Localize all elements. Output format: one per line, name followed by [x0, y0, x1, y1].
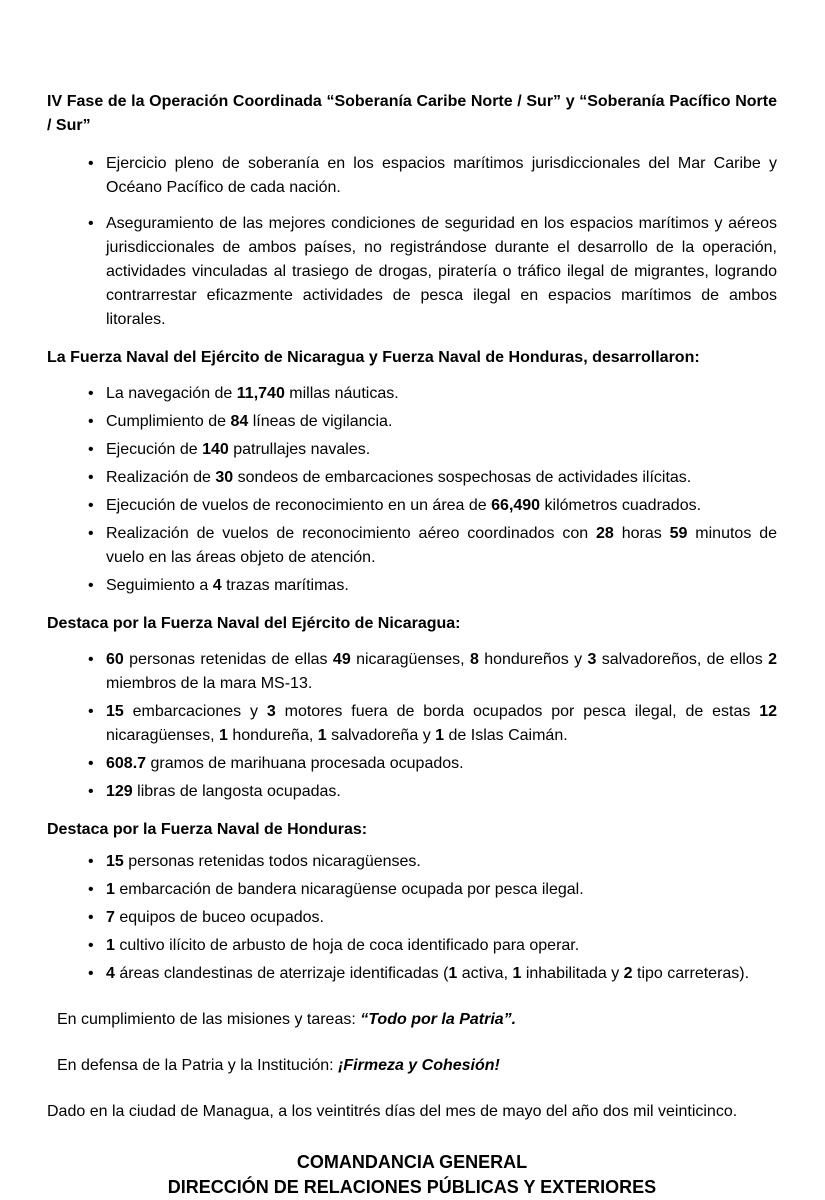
text-run: Cumplimiento de	[106, 413, 231, 430]
text-run: Seguimiento a	[106, 577, 213, 594]
text-run: 1	[106, 881, 115, 898]
text-run: de Islas Caimán.	[444, 727, 568, 744]
text-run: 3	[587, 651, 597, 668]
text-run: personas retenidas de ellas	[123, 651, 333, 668]
section-heading-honduras: Destaca por la Fuerza Naval de Honduras:	[47, 821, 368, 838]
document-footer	[47, 1150, 777, 1200]
text-run: nicaragüenses,	[350, 651, 470, 668]
bullet-item	[47, 574, 777, 598]
text-run: millas náuticas.	[284, 385, 399, 402]
text-run: embarcación de bandera nicaragüense ocupada por pesca ilegal.	[114, 881, 584, 898]
text-run: hondureña,	[227, 727, 318, 744]
text-run: áreas clandestinas de aterrizaje identificadas (	[114, 965, 449, 982]
bullet-item	[47, 850, 777, 874]
text-run: cultivo ilícito de arbusto de hoja de coca identificado para operar.	[114, 937, 580, 954]
closing-dateline-paragraph	[47, 1100, 777, 1124]
text-run: 2	[768, 651, 778, 668]
text-run: 1	[448, 965, 458, 982]
bullet-item	[47, 780, 777, 804]
bullet-item	[47, 152, 777, 200]
text-run: líneas de vigilancia.	[248, 413, 393, 430]
text-run: 3	[266, 703, 276, 720]
text-run: trazas marítimas.	[221, 577, 349, 594]
text-run: En defensa de la Patria y la Institución:	[57, 1057, 339, 1074]
text-run: 140	[202, 441, 229, 458]
text-run: equipos de buceo ocupados.	[114, 909, 324, 926]
text-run: 15	[106, 703, 124, 720]
text-run: 4	[106, 965, 115, 982]
text-run: 30	[215, 469, 234, 486]
bullet-item	[47, 466, 777, 490]
text-run: 7	[106, 909, 115, 926]
section-heading-nicaragua: Destaca por la Fuerza Naval del Ejército de Nicaragua:	[47, 615, 461, 632]
text-run: horas	[613, 525, 670, 542]
bullet-item	[47, 212, 777, 332]
text-run: 4	[212, 577, 222, 594]
text-run: 49	[332, 651, 351, 668]
text-run: tipo carreteras).	[632, 965, 750, 982]
text-run: inhabilitada y	[521, 965, 624, 982]
text-run: 2	[623, 965, 633, 982]
text-run: 1	[106, 937, 115, 954]
text-run: Ejecución de	[106, 441, 203, 458]
text-run: Ejecución de vuelos de reconocimiento en un área de	[106, 497, 492, 514]
bullet-item	[47, 648, 777, 696]
text-run: motores fuera de borda ocupados por pesca ilegal, de estas	[275, 703, 760, 720]
text-run: gramos de marihuana procesada ocupados.	[146, 755, 464, 772]
document-title: IV Fase de la Operación Coordinada “Soberanía Caribe Norte / Sur” y “Soberanía Pacífico Norte / Sur”	[47, 93, 777, 134]
text-run: 8	[469, 651, 479, 668]
bullet-item	[47, 522, 777, 570]
text-run: Realización de	[106, 469, 216, 486]
text-run: En cumplimiento de las misiones y tareas:	[57, 1011, 361, 1028]
bullet-item	[47, 700, 777, 748]
bullet-item	[47, 410, 777, 434]
text-run: miembros de la mara MS-13.	[106, 675, 313, 692]
text-run: 608.7	[106, 755, 147, 772]
bullet-item	[47, 934, 777, 958]
developed-bullet-list	[47, 382, 777, 598]
bullet-item	[47, 438, 777, 462]
nicaragua-bullet-list	[47, 648, 777, 804]
text-run: nicaragüenses,	[106, 727, 219, 744]
text-run: hondureños y	[478, 651, 588, 668]
text-run: kilómetros cuadrados.	[540, 497, 702, 514]
text-run: sondeos de embarcaciones sospechosas de actividades ilícitas.	[233, 469, 692, 486]
bullet-item	[47, 494, 777, 518]
text-run: Dado en la ciudad de Managua, a los veintitrés días del mes de mayo del año dos mil veinticinco.	[47, 1103, 738, 1120]
text-run: 1	[218, 727, 228, 744]
text-run: La navegación de	[106, 385, 237, 402]
text-run: 60	[106, 651, 124, 668]
footer-line-directorate: DIRECCIÓN DE RELACIONES PÚBLICAS Y EXTERIORES	[167, 1177, 657, 1197]
text-run: 59	[669, 525, 688, 542]
text-run: 15	[106, 853, 124, 870]
intro-bullet-list	[47, 152, 777, 332]
text-run: Aseguramiento de las mejores condiciones de seguridad en los espacios marítimos y aéreos jurisdiccionales de ambos países, no registrándose durante el desarrollo de la operación, actividades vinculadas al trasiego de drogas, piratería o tráfico ilegal de migrantes, logrando contrarrestar eficazmente actividades de pesca ilegal en espacios marítimos de ambos litorales.	[106, 215, 777, 328]
bullet-item	[47, 906, 777, 930]
text-run: 1	[435, 727, 445, 744]
text-run: 11,740	[236, 385, 285, 402]
text-run: 12	[759, 703, 777, 720]
text-run: embarcaciones y	[123, 703, 267, 720]
text-run: 28	[596, 525, 614, 542]
honduras-bullet-list	[47, 850, 777, 986]
text-run: ¡Firmeza y Cohesión!	[338, 1057, 500, 1074]
text-run: libras de langosta ocupadas.	[132, 783, 341, 800]
text-run: activa,	[457, 965, 513, 982]
text-run: Ejercicio pleno de soberanía en los espacios marítimos jurisdiccionales del Mar Caribe y Océano Pacífico de cada nación.	[106, 155, 777, 196]
text-run: minutos de vuelo en las áreas objeto de atención.	[106, 525, 777, 566]
footer-line-command: COMANDANCIA GENERAL	[296, 1152, 528, 1172]
text-run: “Todo por la Patria”.	[360, 1011, 517, 1028]
text-run: 1	[512, 965, 522, 982]
bullet-item	[47, 382, 777, 406]
bullet-item	[47, 878, 777, 902]
text-run: 66,490	[491, 497, 541, 514]
bullet-item	[47, 962, 777, 986]
closing-defense-paragraph	[47, 1054, 777, 1078]
closing-missions-paragraph	[47, 1008, 777, 1032]
text-run: personas retenidas todos nicaragüenses.	[123, 853, 421, 870]
text-run: salvadoreños, de ellos	[596, 651, 769, 668]
text-run: 84	[230, 413, 249, 430]
section-heading-developed: La Fuerza Naval del Ejército de Nicaragua y Fuerza Naval de Honduras, desarrollaron:	[47, 349, 700, 366]
text-run: Realización de vuelos de reconocimiento aéreo coordinados con	[106, 525, 597, 542]
text-run: salvadoreña y	[326, 727, 436, 744]
bullet-item	[47, 752, 777, 776]
text-run: 129	[106, 783, 133, 800]
text-run: 1	[317, 727, 327, 744]
text-run: patrullajes navales.	[228, 441, 371, 458]
